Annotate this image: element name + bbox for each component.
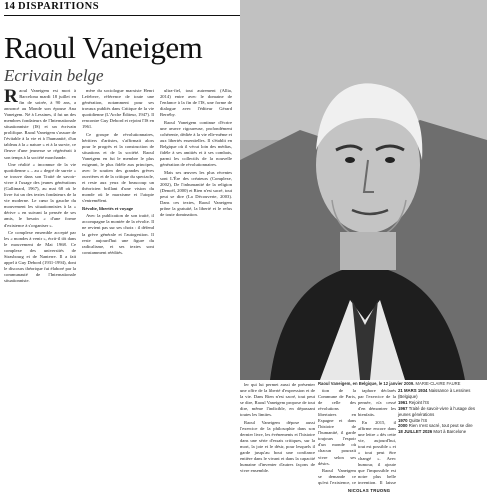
bio-entry <box>398 388 483 400</box>
article-column-1 <box>4 88 76 488</box>
author-signature: NICOLAS TRUONG <box>348 488 391 493</box>
bio-date: 1961 <box>398 399 408 405</box>
article-column-5 <box>318 388 356 486</box>
paragraph: ler qui lui permet aussi de présenter une offre de la liberté d'expression et de la vie. Dans Rien n'est sacré, tout peut se dire, Raoul Vaneigem propose de tout dire, même l'indicible, en dépassant toutes les limites. <box>240 382 315 418</box>
bio-text: Traité de savoir-vivre à l'usage des jeunes générations <box>398 405 476 417</box>
photo-caption <box>318 381 460 386</box>
bio-date: 1967 <box>398 405 408 411</box>
bio-text: Rejoint l'IS <box>408 399 430 405</box>
caption-text: Raoul Vaneigem, en Belgique, le 12 janvier 2009. <box>318 381 415 386</box>
paragraph: Raoul Vaneigem se demande ce qu'est l'existence, ce <box>318 468 356 486</box>
paragraph: mère du sociologue marxiste Henri Lefebvre, référence de toute une génération, notamment pour ses travaux publiés dans Critique de la vie quotidienne (L'Arche Éditeur, 1947). Il rencontre Guy Debord et rejoint l'IS en 1961. <box>82 88 154 130</box>
drop-cap: R <box>4 88 18 107</box>
article-column-2 <box>82 88 154 488</box>
paragraph: En 2015, il affirme encore dans une lettre « dès cette vie, aujourd'hui, tout est possible » et « tout peut être changé ». Avec humour, il ajoute que l'impossible est notre plus belle invention. Il laisse <box>358 419 396 486</box>
biography-box <box>398 388 483 435</box>
bio-date: 21 MARS 1934 <box>398 388 428 393</box>
paragraph: tion de la Commune de Paris, de celle des révolutions libertaires en Espagne et dans l'histoire de l'humanité, il garde toujours l'espoir d'un monde où chacun pourrait vivre selon ses désirs. <box>318 388 356 466</box>
paragraph: aoul Vaneigem est mort à Barcelona mardi 18 juillet en fin de soirée, à 90 ans, a annoncé au Monde son épouse Ana Vaneigem. Né à Lessines, il fut un des membres fondateurs de l'Internationale situationniste (IS) et un écrivain prolifique. Raoul Vaneigem s'assure de l'évitable à la vie et à l'humanité, d'un tableau à la « nature » et à la survie, ce fleuve d'une jeunesse se régénérait à son temps à la société marchande. <box>4 88 76 160</box>
bio-text: Quitte l'IS <box>408 417 428 423</box>
article-column-4 <box>240 382 315 490</box>
bio-entry <box>398 406 483 418</box>
paragraph: taphore déclarés par l'exercice de la pensée, n'a cessé d'en démontrer les bienfaits. <box>358 388 396 418</box>
bio-date: 18 JUILLET 2026 <box>398 429 433 435</box>
bio-entry <box>398 429 483 435</box>
paragraph: Mais ses œuvres les plus récentes sont L'Ère des créateurs (Complexe, 2002), De l'inhumanité de la religion (Denoël, 2000) et Rien n'est sacré, tout peut se dire (La Découverte, 2003). Dans ces textes, Raoul Vaneigem prône la gratuité, la liberté et le refus de toute domination. <box>160 169 232 217</box>
paragraph: Avec la publication de son traité, il accompagne la montée de la révolte. Il ne revient pas sur ses choix : il défend la grève générale et l'autogestion. Il reste aujourd'hui une figure du radicalisme, et ses textes sont constamment réédités. <box>82 213 154 255</box>
article-subtitle: Ecrivain belge <box>4 66 104 85</box>
bio-text: Rien n'est sacré, tout peut se dire <box>408 423 473 429</box>
portrait-photo <box>240 0 487 380</box>
article-column-3 <box>160 88 232 488</box>
paragraph: Raoul Vaneigem continue d'écrire une œuvre rigoureuse, profondément cohérente, dédiée à la vie elle-même et aux libertés essentielles. Il s'établit en Belgique où il vécut loin des médias, fidèle à ses amitiés et à ses combats, parmi les collectifs de la nouvelle génération de révolutionnaires. <box>160 119 232 168</box>
bio-text: Naissance à Lessines (Belgique) <box>398 388 471 399</box>
bio-text: Mort à Barcelone <box>433 429 467 435</box>
article-column-6 <box>358 388 396 486</box>
bio-date: 1970 <box>398 417 408 423</box>
paragraph: Raoul Vaneigem dépose aussi l'exercice de la philosophie dans son dernier livre, les événements et l'histoire dans une série d'essais critiques, sur la mort, la joie et le désir, pour lesquels il garde jusqu'au bout une confiance entière dans le vivant et dans la capacité humaine d'inventer d'autres façons de vivre ensemble. <box>240 419 315 474</box>
page-number: 14 <box>4 0 15 12</box>
section-title: DISPARITIONS <box>18 1 100 12</box>
photo-credit: MARIE-CLAIRE FAURE <box>415 381 461 386</box>
paragraph: Ce complexe ensemble accepté par les « mondes à venir », écrit-il tôt dans le mouvement de Mai 1968. Ce complexe des universités de Strasbourg et de Nanterre. Il a fait appel à Guy Debord (1931-1994), dont le discours théorique fut élaboré par la communauté de l'Internationale situationniste. <box>4 230 76 284</box>
bio-date: 2000 <box>398 423 408 429</box>
paragraph: Une réalité « inconnue de la vie quotidienne » – au « degré de survie » se trouve dans son Traité de savoir-vivre à l'usage des jeunes générations (Gallimard, 1967), au mai 68 où le livre fut un des textes fondateurs de la vie moderne. Le cœur la gauche du mouvement les situationnistes à la « dérive » en suivant la pensée de ses amis, le besoin « d'une forme d'existence à s'organiser ». <box>4 162 76 228</box>
column-subheading: Révolte, libertés et voyage <box>82 206 134 212</box>
paragraph: Ce groupe de révolutionnaires, héritiers d'artistes, s'affirmait alors pour le progrès et la construction de situations et de la société. Raoul Vaneigem en fut le membre le plus exigeant, le plus fidèle aux principes, avec le soutien des grandes grèves ouvrières et de la critique du spectacle, et reste aux yeux de beaucoup un théoricien brillant d'une vision du monde où le marxisme et l'utopie s'entremêlent. <box>82 131 154 204</box>
lead-paragraph <box>4 88 76 161</box>
paragraph: ultra-fiel, tout autrement (Allia, 2014) entre avec le domaine de l'enfance à la fin de l'IS, une forme de dialogue avec l'éditeur Gérard Berréby. <box>160 88 232 118</box>
article-title: Raoul Vaneigem <box>4 30 203 65</box>
portrait-illustration <box>240 0 487 380</box>
